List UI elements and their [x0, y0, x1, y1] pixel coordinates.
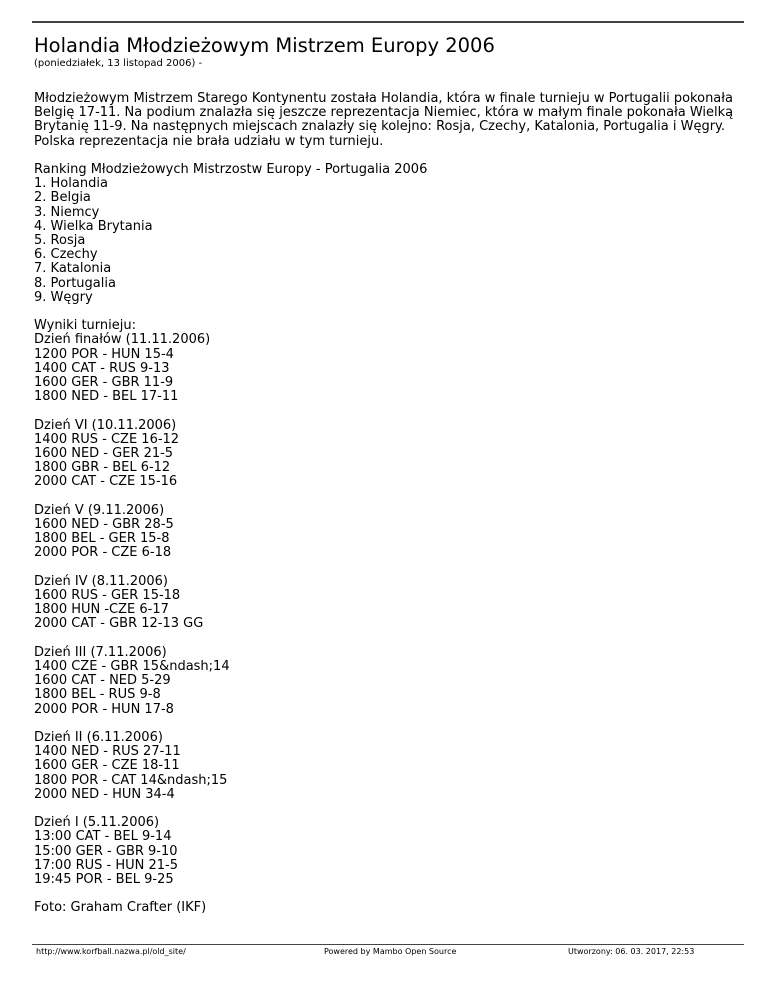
ranking-item: 5. Rosja — [34, 233, 86, 249]
game-result: 1600 NED - GBR 28-5 — [34, 517, 174, 533]
day-title: Dzień III (7.11.2006) — [34, 644, 167, 660]
game-result: 19:45 POR - BEL 9-25 — [34, 872, 174, 888]
game-result: 2000 CAT - CZE 15-16 — [34, 474, 178, 490]
ranking-item: 6. Czechy — [34, 247, 98, 263]
game-result: 1400 CZE - GBR 15&ndash;14 — [34, 659, 230, 675]
game-result: 1600 GER - CZE 18-11 — [34, 758, 180, 774]
game-result: 2000 CAT - GBR 12-13 GG — [34, 616, 204, 632]
game-result: 13:00 CAT - BEL 9-14 — [34, 829, 172, 845]
game-result: 2000 NED - HUN 34-4 — [34, 786, 175, 802]
page-title: Holandia Młodzieżowym Mistrzem Europy 2006 — [34, 34, 495, 57]
game-result: 1800 HUN -CZE 6-17 — [34, 602, 169, 618]
game-result: 15:00 GER - GBR 9-10 — [34, 843, 178, 859]
ranking-item: 8. Portugalia — [34, 275, 116, 291]
game-result: 1600 GER - GBR 11-9 — [34, 375, 174, 391]
day-title: Dzień finałów (11.11.2006) — [34, 332, 211, 348]
game-result: 1600 NED - GER 21-5 — [34, 446, 174, 462]
top-rule — [32, 21, 744, 23]
game-result: 2000 POR - HUN 17-8 — [34, 701, 174, 717]
ranking-item: 2. Belgia — [34, 190, 91, 206]
footer-created-date: Utworzony: 06. 03. 2017, 22:53 — [568, 947, 695, 956]
ranking-item: 9. Węgry — [34, 289, 93, 305]
game-result: 2000 POR - CZE 6-18 — [34, 545, 172, 561]
article-body — [34, 92, 734, 916]
day-title: Dzień IV (8.11.2006) — [34, 573, 168, 589]
results-day — [34, 646, 734, 717]
results-day — [34, 731, 734, 802]
game-result: 1400 RUS - CZE 16-12 — [34, 431, 180, 447]
footer-powered-by: Powered by Mambo Open Source — [324, 947, 457, 956]
game-result: 1800 BEL - GER 15-8 — [34, 531, 170, 547]
game-result: 1400 CAT - RUS 9-13 — [34, 360, 170, 376]
day-title: Dzień II (6.11.2006) — [34, 730, 163, 746]
ranking-item: 1. Holandia — [34, 176, 108, 192]
day-title: Dzień VI (10.11.2006) — [34, 417, 177, 433]
ranking-item: 7. Katalonia — [34, 261, 112, 277]
game-result: 1200 POR - HUN 15-4 — [34, 346, 174, 362]
article-intro: Młodzieżowym Mistrzem Starego Kontynentu została Holandia, która w finale turnieju w Portugalii pokonała Belgię 17-11. Na podium znalazła się jeszcze reprezentacja Niemiec, która w małym finale pokonała Wielką Brytanię 11-9. Na następnych miejscach znalazły się kolejno: Rosja, Czechy, Katalonia, Portugalia i Węgry. Polska reprezentacja nie brała udziału w tym turnieju. — [34, 91, 734, 149]
footer-rule — [32, 944, 744, 945]
footer-url: http://www.korfball.nazwa.pl/old_site/ — [36, 947, 186, 956]
results-day — [34, 419, 734, 490]
game-result: 1800 NED - BEL 17-11 — [34, 389, 179, 405]
game-result: 1800 BEL - RUS 9-8 — [34, 687, 161, 703]
day-title: Dzień V (9.11.2006) — [34, 502, 165, 518]
day-title: Dzień I (5.11.2006) — [34, 815, 160, 831]
game-result: 17:00 RUS - HUN 21-5 — [34, 857, 179, 873]
ranking-section — [34, 163, 734, 305]
ranking-heading: Ranking Młodzieżowych Mistrzostw Europy - Portugalia 2006 — [34, 162, 428, 177]
game-result: 1800 POR - CAT 14&ndash;15 — [34, 772, 228, 788]
results-day — [34, 504, 734, 561]
game-result: 1600 RUS - GER 15-18 — [34, 588, 181, 604]
ranking-item: 3. Niemcy — [34, 204, 100, 220]
game-result: 1800 GBR - BEL 6-12 — [34, 460, 171, 476]
ranking-item: 4. Wielka Brytania — [34, 218, 153, 234]
article-date: (poniedziałek, 13 listopad 2006) - — [34, 58, 203, 69]
game-result: 1600 CAT - NED 5-29 — [34, 673, 171, 689]
results-day — [34, 816, 734, 887]
photo-credit: Foto: Graham Crafter (IKF) — [34, 900, 207, 916]
results-day — [34, 319, 734, 404]
results-heading: Wyniki turnieju: — [34, 318, 136, 334]
game-result: 1400 NED - RUS 27-11 — [34, 744, 181, 760]
results-day — [34, 575, 734, 632]
